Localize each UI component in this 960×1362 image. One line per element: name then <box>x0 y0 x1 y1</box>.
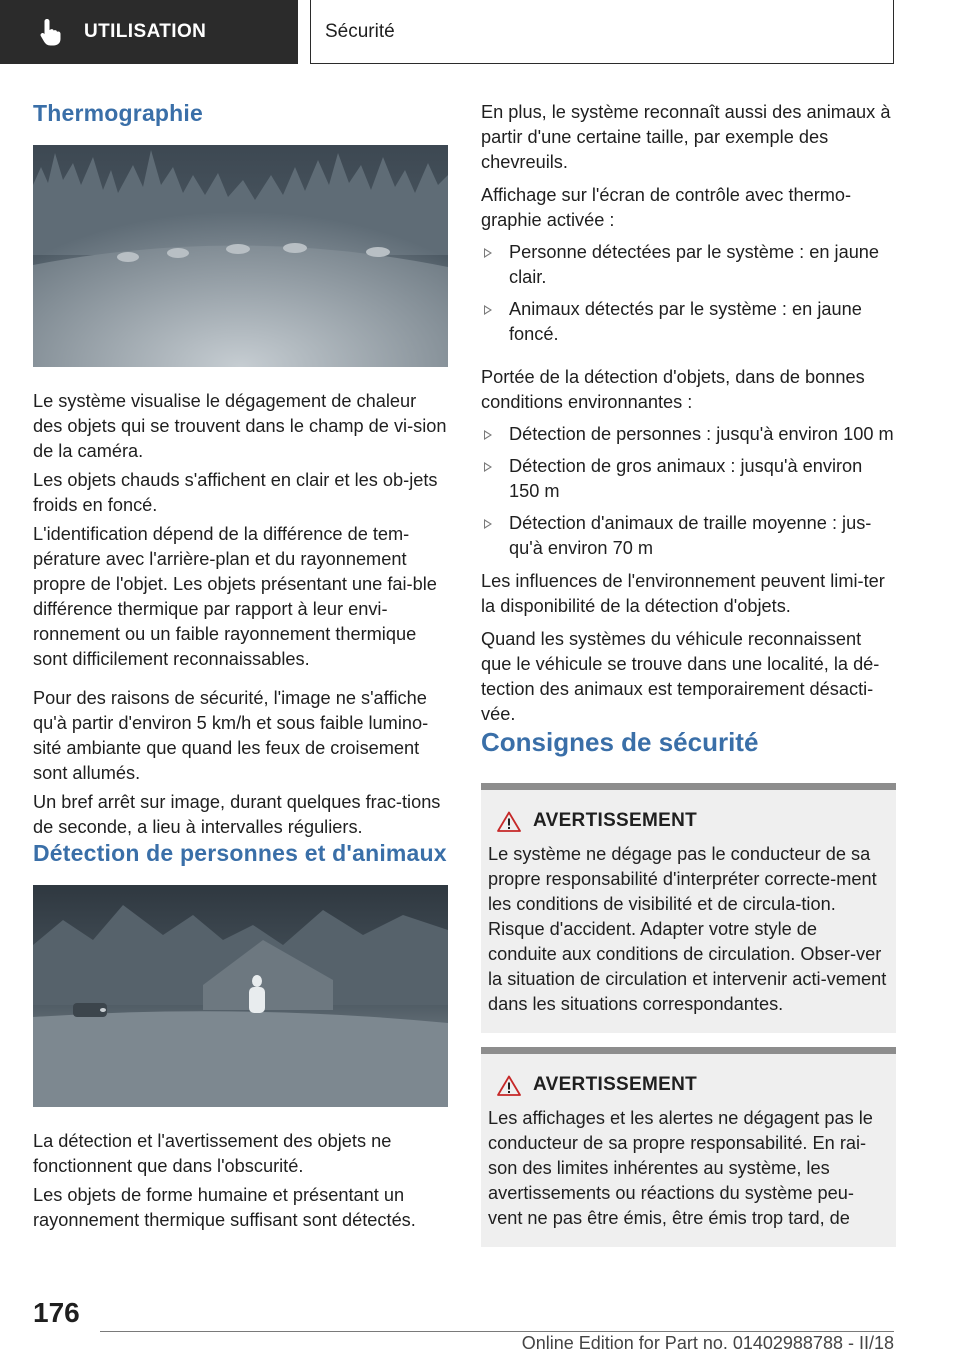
list-item <box>481 422 896 447</box>
right-column <box>481 100 896 1247</box>
triangle-bullet-icon <box>484 430 492 440</box>
page-number: 176 <box>33 1297 80 1328</box>
triangle-bullet-icon <box>484 248 492 258</box>
hand-pointer-icon <box>38 17 64 47</box>
warning-header <box>497 810 888 832</box>
list-item <box>481 240 896 290</box>
paragraph: Quand les systèmes du véhicule reconnaissent que le véhicule se trouve dans une localité, la dé-tection des animaux est temporairement désacti-vée. <box>481 629 880 724</box>
paragraph: Les influences de l'environnement peuvent limi-ter la disponibilité de la détection d'objets. <box>481 571 885 616</box>
paragraph: La détection et l'avertissement des objets ne fonctionnent que dans l'obscurité. <box>33 1131 392 1176</box>
paragraph: Les objets chauds s'affichent en clair et les ob-jets froids en foncé. <box>33 470 438 515</box>
chapter-title: Sécurité <box>325 20 395 42</box>
display-list <box>481 240 896 347</box>
paragraph: Les objets de forme humaine et présentant un rayonnement thermique suffisant sont détectés. <box>33 1185 416 1230</box>
list-item-text: Détection de personnes : jusqu'à environ 100 m <box>509 424 894 444</box>
triangle-bullet-icon <box>484 305 492 315</box>
triangle-bullet-icon <box>484 519 492 529</box>
heading-thermographie: Thermographie <box>33 100 204 126</box>
paragraph: Portée de la détection d'objets, dans de bonnes conditions environnantes : <box>481 367 865 412</box>
triangle-bullet-icon <box>484 462 492 472</box>
warning-text: Le système ne dégage pas le conducteur de sa propre responsabilité d'interpréter correcte-ment les conditions de visibilité et de circula-tion. Risque d'accident. Adapter votre style de conduite aux conditions de circulation. Obser-ver la situation de circulation et intervenir acti-vement dans les situations correspondantes. <box>488 844 887 1014</box>
warning-box <box>481 1047 896 1247</box>
heading-consignes: Consignes de sécurité <box>481 727 759 757</box>
list-item-text: Personne détectées par le système : en jaune clair. <box>509 242 880 287</box>
list-item <box>481 511 896 561</box>
left-column <box>33 100 448 1233</box>
warning-triangle-icon <box>497 811 521 832</box>
warning-header <box>497 1074 888 1096</box>
section-tab <box>0 0 298 64</box>
thermal-image-animals <box>33 145 448 367</box>
paragraph: Pour des raisons de sécurité, l'image ne s'affiche qu'à partir d'environ 5 km/h et sous faible lumino-sité ambiante que quand les feux de croisement sont allumés. <box>33 688 429 783</box>
paragraph: Le système visualise le dégagement de chaleur des objets qui se trouvent dans le champ de vi-sion de la caméra. <box>33 391 447 461</box>
list-item <box>481 297 896 347</box>
paragraph: En plus, le système reconnaît aussi des animaux à partir d'une certaine taille, par exemple des chevreuils. <box>481 102 891 172</box>
list-item-text: Animaux détectés par le système : en jaune foncé. <box>509 299 862 344</box>
warning-text: Les affichages et les alertes ne dégagent pas le conducteur de sa propre responsabilité. En rai-son des limites inhérentes au système, les avertissements ou réactions du système peu-vent ne pas être émis, être émis trop tard, de <box>488 1108 873 1228</box>
list-item-text: Détection de gros animaux : jusqu'à environ 150 m <box>509 456 863 501</box>
list-item <box>481 454 896 504</box>
paragraph: Un bref arrêt sur image, durant quelques frac-tions de seconde, a lieu à intervalles réguliers. <box>33 792 441 837</box>
chapter-tab <box>310 0 894 64</box>
heading-detection: Détection de personnes et d'animaux <box>33 840 447 866</box>
warning-title: AVERTISSEMENT <box>533 1074 698 1095</box>
section-title: UTILISATION <box>84 21 207 42</box>
warning-triangle-icon <box>497 1075 521 1096</box>
footer-divider <box>100 1331 894 1332</box>
warning-box <box>481 783 896 1033</box>
thermal-image-pedestrian <box>33 885 448 1107</box>
range-list <box>481 422 896 561</box>
warning-title: AVERTISSEMENT <box>533 810 698 831</box>
edition-note: Online Edition for Part no. 01402988788 - II/18 <box>521 1333 894 1353</box>
paragraph: L'identification dépend de la différence de tem-pérature avec l'arrière-plan et du rayonnement propre de l'objet. Les objets présentant une fai-ble différence thermique par rapport à leur envi-ronnement ou un faible rayonnement thermique sont difficilement reconnaissables. <box>33 524 437 669</box>
list-item-text: Détection d'animaux de traille moyenne : jus-qu'à environ 70 m <box>509 513 872 558</box>
paragraph: Affichage sur l'écran de contrôle avec thermo-graphie activée : <box>481 185 852 230</box>
